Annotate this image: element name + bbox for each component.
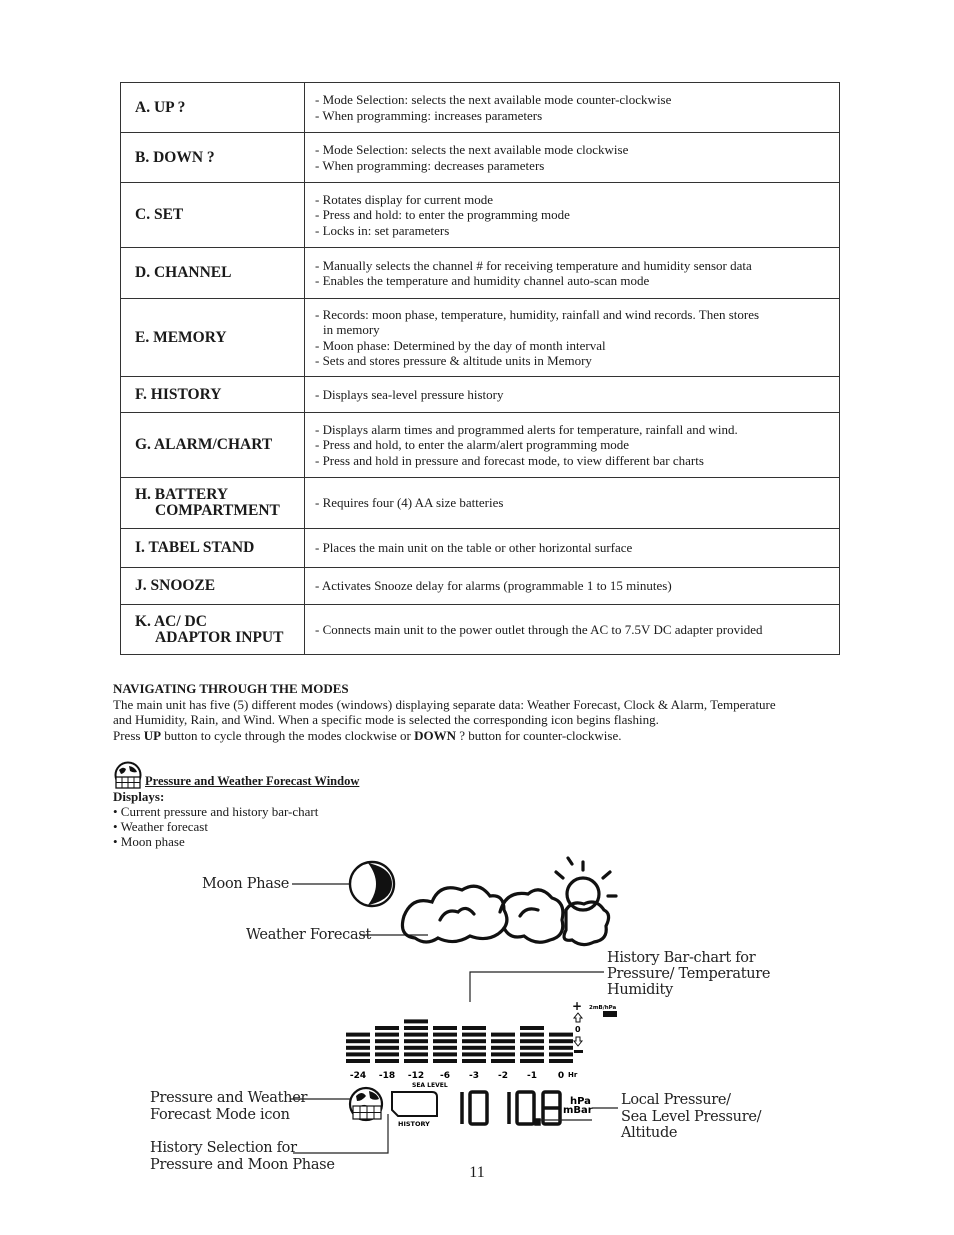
button-name: D. CHANNEL	[135, 264, 232, 281]
button-description-cell	[305, 183, 840, 248]
button-functions-table	[120, 82, 840, 655]
weather-forecast-icon	[402, 858, 616, 945]
history-bar	[404, 1019, 428, 1063]
description-line: - Mode Selection: selects the next available mode clockwise	[315, 142, 629, 158]
navigation-line-2: and Humidity, Rain, and Wind. When a specific mode is selected the corresponding icon begins flashing.	[113, 712, 659, 727]
table-row	[121, 413, 840, 478]
lcd-diagram	[0, 850, 954, 1180]
history-button-label: HISTORY	[398, 1120, 430, 1128]
scale-unit-label: 2mB/hPa	[589, 1005, 617, 1011]
globe-forecast-icon	[350, 1088, 382, 1120]
table-row	[121, 183, 840, 248]
moon-icon	[350, 862, 394, 906]
description-line: - Moon phase: Determined by the day of month interval	[315, 337, 606, 353]
local-pressure-label-1: Local Pressure/	[621, 1092, 731, 1108]
button-description-cell	[305, 478, 840, 529]
globe-forecast-icon	[113, 761, 143, 789]
hour-tick-label: -3	[469, 1071, 479, 1081]
displays-label: Displays:	[113, 789, 165, 804]
hour-tick-label: 0	[557, 1071, 565, 1081]
navigation-line-3: Press UP button to cycle through the modes clockwise or DOWN ? button for counter-clockwise.	[113, 727, 622, 743]
history-bar-label-1: History Bar-chart for	[607, 950, 756, 966]
button-name: J. SNOOZE	[135, 577, 216, 594]
moon-phase-label: Moon Phase	[202, 876, 290, 892]
description-line: - Press and hold in pressure and forecast mode, to view different bar charts	[315, 452, 704, 468]
description-line: - Displays sea-level pressure history	[315, 386, 504, 402]
forecast-window-title: Pressure and Weather Forecast Window	[145, 774, 360, 788]
history-bar-chart	[346, 1019, 573, 1063]
button-name: K. AC/ DC	[135, 612, 207, 630]
button-name-cell	[121, 413, 305, 478]
bullet-item: • Moon phase	[113, 834, 185, 849]
unit-hpa: hPa	[570, 1096, 591, 1107]
button-name: E. MEMORY	[135, 328, 227, 346]
button-name-cell	[121, 183, 305, 248]
navigation-line-1: The main unit has five (5) different modes (windows) displaying separate data: Weather Forecast, Clock & Alarm, Temperature	[113, 696, 776, 712]
button-description-cell	[305, 299, 840, 377]
hour-tick-label: -6	[440, 1071, 450, 1081]
description-line: - Records: moon phase, temperature, humidity, rainfall and wind records. Then stores	[315, 306, 760, 322]
table-row	[121, 248, 840, 299]
button-name: G. ALARM/CHART	[135, 436, 273, 453]
button-description-cell	[305, 248, 840, 299]
button-description-cell	[305, 413, 840, 478]
button-description-cell	[305, 133, 840, 183]
scale-indicator	[572, 999, 617, 1053]
button-name-cell	[121, 83, 305, 133]
pressure-digits	[462, 1092, 560, 1124]
button-description-cell	[305, 529, 840, 568]
description-line: - Press and hold: to enter the programming mode	[315, 207, 570, 223]
button-description-cell	[305, 377, 840, 413]
table-row	[121, 299, 840, 377]
description-line: - Enables the temperature and humidity channel auto-scan mode	[315, 273, 650, 288]
description-line: - Press and hold, to enter the alarm/alert programming mode	[315, 437, 630, 453]
local-pressure-label-3: Altitude	[621, 1125, 678, 1141]
forecast-window-section	[113, 759, 613, 849]
button-name-cell	[121, 299, 305, 377]
mode-icon-label-2: Forecast Mode icon	[150, 1107, 290, 1123]
button-name-continued: ADAPTOR INPUT	[155, 628, 284, 646]
description-line: - Manually selects the channel # for receiving temperature and humidity sensor data	[315, 257, 752, 273]
button-description-cell	[305, 605, 840, 655]
history-bar	[520, 1026, 544, 1063]
hour-axis	[350, 1071, 564, 1081]
unit-mbar: mBar	[563, 1105, 593, 1116]
hour-tick-label: -12	[407, 1071, 425, 1081]
button-name: F. HISTORY	[135, 385, 222, 403]
history-bar-label-2: Pressure/ Temperature	[607, 966, 771, 982]
page-number: 11	[469, 1164, 485, 1181]
hour-tick-label: -1	[527, 1071, 537, 1081]
navigation-section	[113, 681, 853, 743]
button-name-cell	[121, 248, 305, 299]
button-name: B. DOWN ?	[135, 148, 215, 166]
history-selection-label-2: Pressure and Moon Phase	[150, 1157, 335, 1173]
history-bar	[375, 1026, 399, 1063]
bullet-item: • Current pressure and history bar-chart	[113, 804, 319, 819]
table-row	[121, 377, 840, 413]
description-line: - Requires four (4) AA size batteries	[315, 495, 504, 511]
history-bar	[433, 1026, 457, 1063]
button-name-cell	[121, 478, 305, 529]
table-row	[121, 133, 840, 183]
description-line: in memory	[323, 322, 380, 338]
navigation-title: NAVIGATING THROUGH THE MODES	[113, 681, 349, 696]
mode-icon-label-1: Pressure and Weather	[150, 1090, 308, 1106]
button-name: A. UP ?	[135, 98, 186, 116]
description-line: - Activates Snooze delay for alarms (programmable 1 to 15 minutes)	[315, 578, 672, 594]
history-bar-label-3: Humidity	[607, 982, 673, 998]
description-line: - When programming: increases parameters	[315, 107, 543, 123]
table-row	[121, 605, 840, 655]
hour-tick-label: -18	[378, 1071, 396, 1081]
local-pressure-label-2: Sea Level Pressure/	[621, 1109, 762, 1125]
button-name: C. SET	[135, 206, 184, 223]
description-line: - Connects main unit to the power outlet through the AC to 7.5V DC adapter provided	[315, 621, 763, 637]
button-name-cell	[121, 605, 305, 655]
button-name: I. TABEL STAND	[135, 539, 255, 556]
button-description-cell	[305, 83, 840, 133]
table-row	[121, 478, 840, 529]
button-name-cell	[121, 529, 305, 568]
weather-forecast-label: Weather Forecast	[246, 927, 371, 943]
hours-unit: Hr	[568, 1071, 578, 1079]
hour-tick-label: -24	[349, 1071, 367, 1081]
history-bar	[462, 1026, 486, 1063]
scale-zero-label: 0	[575, 1025, 581, 1034]
button-name-cell	[121, 133, 305, 183]
button-description-cell	[305, 568, 840, 605]
description-line: - Places the main unit on the table or other horizontal surface	[315, 540, 633, 556]
history-bar	[491, 1033, 515, 1063]
table-row	[121, 529, 840, 568]
description-line: - Mode Selection: selects the next available mode counter-clockwise	[315, 92, 672, 108]
description-line: - Rotates display for current mode	[315, 192, 493, 208]
bullet-item: • Weather forecast	[113, 819, 208, 834]
table-row	[121, 83, 840, 133]
description-line: - Locks in: set parameters	[315, 222, 450, 238]
history-bar	[346, 1033, 370, 1063]
table-row	[121, 568, 840, 605]
description-line: - Displays alarm times and programmed alerts for temperature, rainfall and wind.	[315, 422, 738, 438]
button-name-continued: COMPARTMENT	[155, 502, 280, 519]
hour-tick-label: -2	[498, 1071, 508, 1081]
history-selection-label-1: History Selection for	[150, 1140, 297, 1156]
description-line: - Sets and stores pressure & altitude units in Memory	[315, 352, 592, 368]
svg-text:+: +	[572, 999, 583, 1013]
button-name: H. BATTERY	[135, 486, 229, 503]
history-bar	[549, 1033, 573, 1063]
description-line: - When programming: decreases parameters	[315, 157, 545, 173]
button-name-cell	[121, 377, 305, 413]
button-name-cell	[121, 568, 305, 605]
sea-level-label: SEA LEVEL	[412, 1082, 448, 1089]
